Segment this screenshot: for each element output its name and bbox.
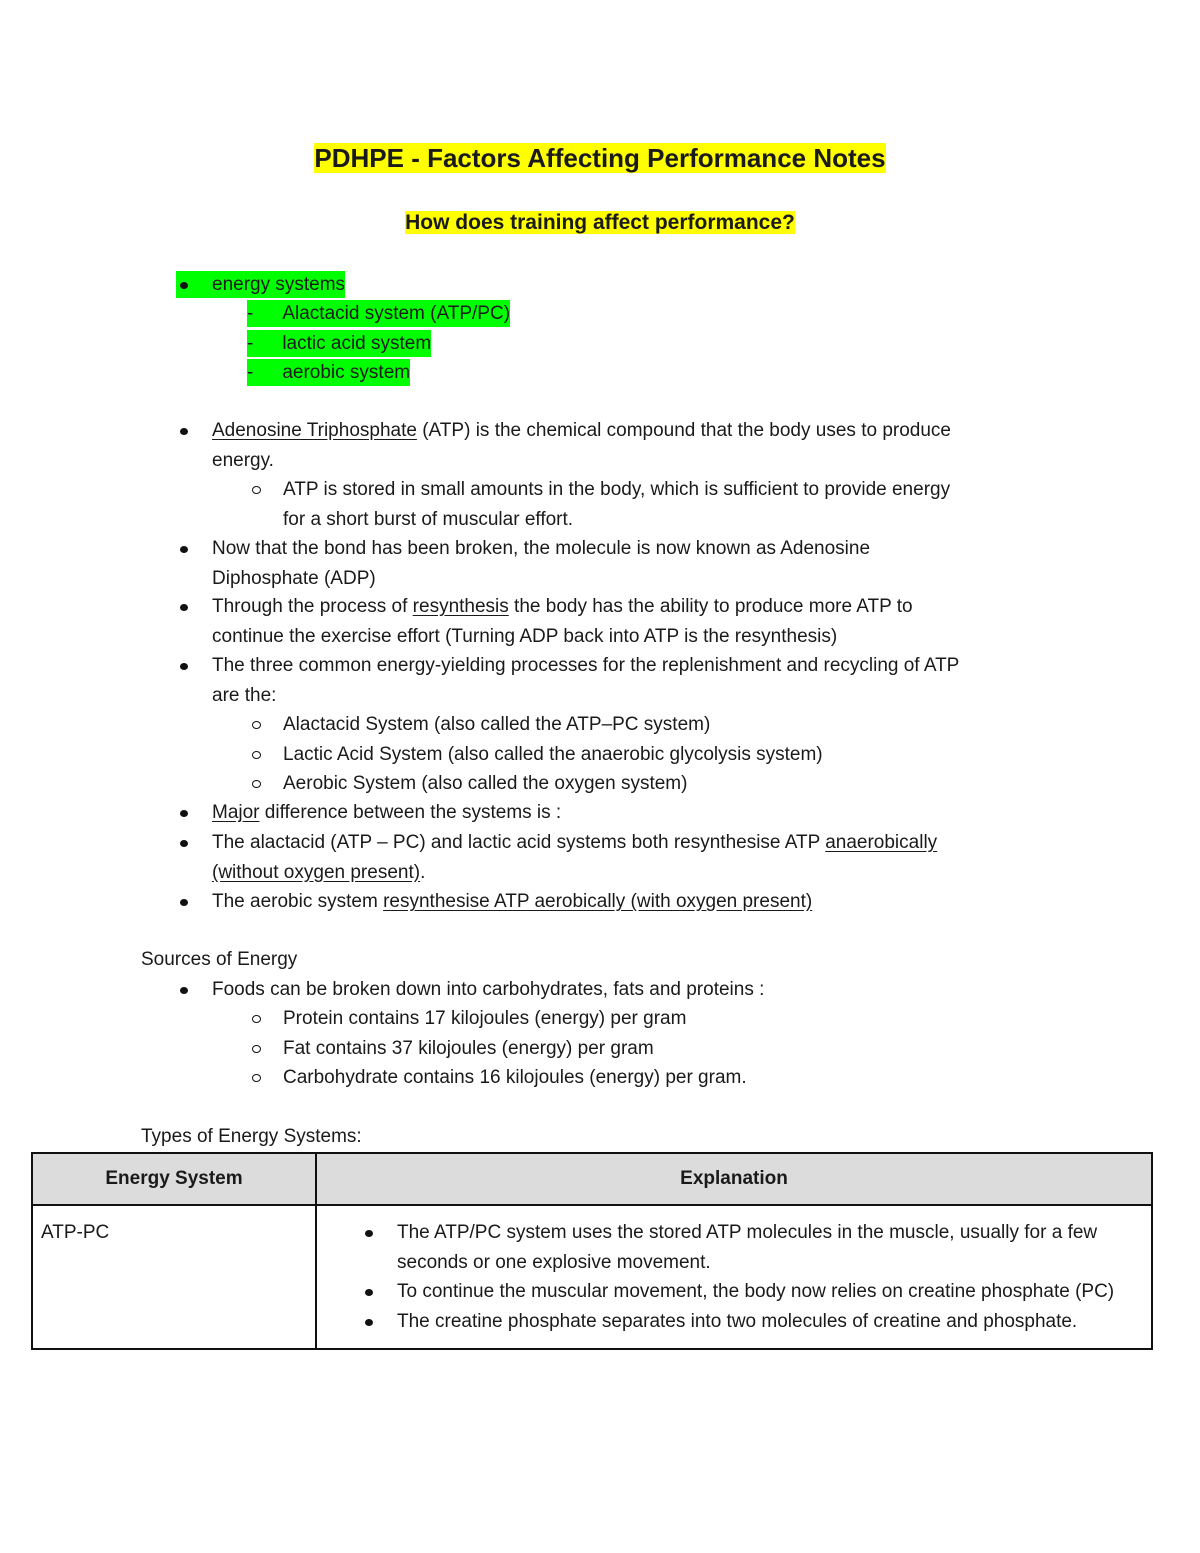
energy-systems-heading: energy systems — [176, 271, 345, 298]
circle-bullet-icon — [252, 1074, 261, 1082]
explanation-point — [397, 1218, 1131, 1277]
circle-bullet-icon — [252, 721, 261, 729]
three-processes-line1: The three common energy-yielding processes for the replenishment and recycling of ATP — [212, 655, 960, 676]
list-item-major — [212, 798, 1062, 828]
foods-text: Foods can be broken down into carbohydrates, fats and proteins : — [212, 979, 765, 1000]
explanation-cell — [316, 1205, 1152, 1349]
circle-bullet-icon — [252, 1045, 261, 1053]
list-item-adp — [212, 534, 1062, 593]
list-item-foods — [212, 975, 1062, 1005]
adp-line2: Diphosphate (ADP) — [212, 567, 376, 589]
dash-marker: - — [247, 303, 254, 324]
page-subtitle — [0, 208, 1200, 238]
bullet-icon — [180, 810, 188, 817]
list-item-source — [283, 1063, 1043, 1093]
list-item-aerobic — [247, 358, 1043, 388]
list-item-three-processes — [212, 651, 1062, 710]
resynthesis-line2: continue the exercise effort (Turning ADP back into ATP is the resynthesis) — [212, 625, 838, 647]
circle-bullet-icon — [252, 1015, 261, 1023]
energy-system-item: lactic acid system — [282, 333, 432, 354]
process-text: Aerobic System (also called the oxygen system) — [283, 773, 688, 794]
bullet-icon — [365, 1289, 373, 1296]
circle-bullet-icon — [252, 486, 261, 494]
atp-text-line2: energy. — [212, 449, 274, 471]
list-item-anaerobic — [212, 828, 1062, 887]
sources-heading: Sources of Energy — [141, 949, 298, 970]
bullet-icon — [180, 899, 188, 906]
list-item-alactacid — [247, 299, 1043, 329]
page-title — [0, 140, 1200, 176]
explanation-point — [397, 1277, 1131, 1307]
major-rest: difference between the systems is : — [259, 802, 562, 823]
list-item-lactic — [247, 329, 1043, 359]
energy-system-item: Alactacid system (ATP/PC) — [282, 303, 511, 324]
anaerobic-pre: The alactacid (ATP – PC) and lactic acid systems both resynthesise ATP — [212, 832, 826, 853]
resynthesis-post: the body has the ability to produce more ATP to — [508, 596, 913, 617]
aerobic-term: resynthesise ATP aerobically (with oxygen present) — [383, 891, 813, 912]
resynthesis-term: resynthesis — [412, 596, 509, 617]
energy-system-item: aerobic system — [282, 362, 411, 383]
explanation-text: The creatine phosphate separates into two molecules of creatine and phosphate. — [397, 1310, 1078, 1332]
circle-bullet-icon — [252, 780, 261, 788]
energy-systems-table — [31, 1152, 1153, 1350]
anaerobic-post: . — [420, 861, 426, 883]
list-item-process — [283, 710, 1043, 740]
bullet-icon — [365, 1230, 373, 1237]
source-text: Fat contains 37 kilojoules (energy) per gram — [283, 1038, 654, 1059]
explanation-text: To continue the muscular movement, the body now relies on creatine phosphate (PC) — [397, 1281, 1115, 1302]
aerobic-pre: The aerobic system — [212, 891, 384, 912]
source-text: Protein contains 17 kilojoules (energy) per gram — [283, 1008, 687, 1029]
atp-stored-line2: for a short burst of muscular effort. — [283, 508, 574, 530]
table-row — [32, 1205, 1152, 1349]
list-item-source — [283, 1004, 1043, 1034]
header-energy-system: Energy System — [32, 1153, 316, 1205]
table-caption: Types of Energy Systems: — [141, 1126, 362, 1147]
bullet-icon — [180, 428, 188, 435]
table-header-row — [32, 1153, 1152, 1205]
source-text: Carbohydrate contains 16 kilojoules (energy) per gram. — [283, 1067, 747, 1088]
bullet-icon — [180, 546, 188, 553]
title-text: PDHPE - Factors Affecting Performance Notes — [314, 143, 886, 173]
list-item-process — [283, 769, 1043, 799]
three-processes-line2: are the: — [212, 684, 277, 706]
header-explanation: Explanation — [316, 1153, 1152, 1205]
explanation-text: The ATP/PC system uses the stored ATP molecules in the muscle, usually for a few seconds or one explosive movement. — [397, 1222, 1098, 1273]
process-text: Alactacid System (also called the ATP–PC system) — [283, 714, 711, 735]
list-item-aerobic-resynth — [212, 887, 1062, 917]
dash-marker: - — [247, 362, 254, 383]
bullet-icon — [180, 663, 188, 670]
atp-term: Adenosine Triphosphate — [212, 420, 417, 441]
anaerobic-term: anaerobically — [825, 832, 938, 853]
process-text: Lactic Acid System (also called the anaerobic glycolysis system) — [283, 744, 823, 765]
list-item-atp — [212, 416, 1062, 475]
list-item-energy-systems — [212, 270, 1062, 300]
adp-line1: Now that the bond has been broken, the molecule is now known as Adenosine — [212, 538, 871, 559]
list-item-process — [283, 740, 1043, 770]
bullet-icon — [180, 604, 188, 611]
bullet-icon — [365, 1319, 373, 1326]
list-item-atp-stored — [283, 475, 1043, 534]
bullet-icon — [180, 282, 188, 289]
dash-marker: - — [247, 333, 254, 354]
circle-bullet-icon — [252, 751, 261, 759]
subtitle-text: How does training affect performance? — [405, 211, 795, 234]
atp-stored-line1: ATP is stored in small amounts in the body, which is sufficient to provide energy — [283, 479, 951, 500]
anaerobic-term2: (without oxygen present) — [212, 861, 421, 883]
bullet-icon — [180, 987, 188, 994]
major-term: Major — [212, 802, 260, 823]
energy-system-cell: ATP-PC — [32, 1205, 316, 1349]
explanation-point — [397, 1307, 1131, 1337]
resynthesis-pre: Through the process of — [212, 596, 413, 617]
list-item-resynthesis — [212, 592, 1062, 651]
bullet-icon — [180, 840, 188, 847]
atp-text: (ATP) is the chemical compound that the body uses to produce — [416, 420, 951, 441]
list-item-source — [283, 1034, 1043, 1064]
